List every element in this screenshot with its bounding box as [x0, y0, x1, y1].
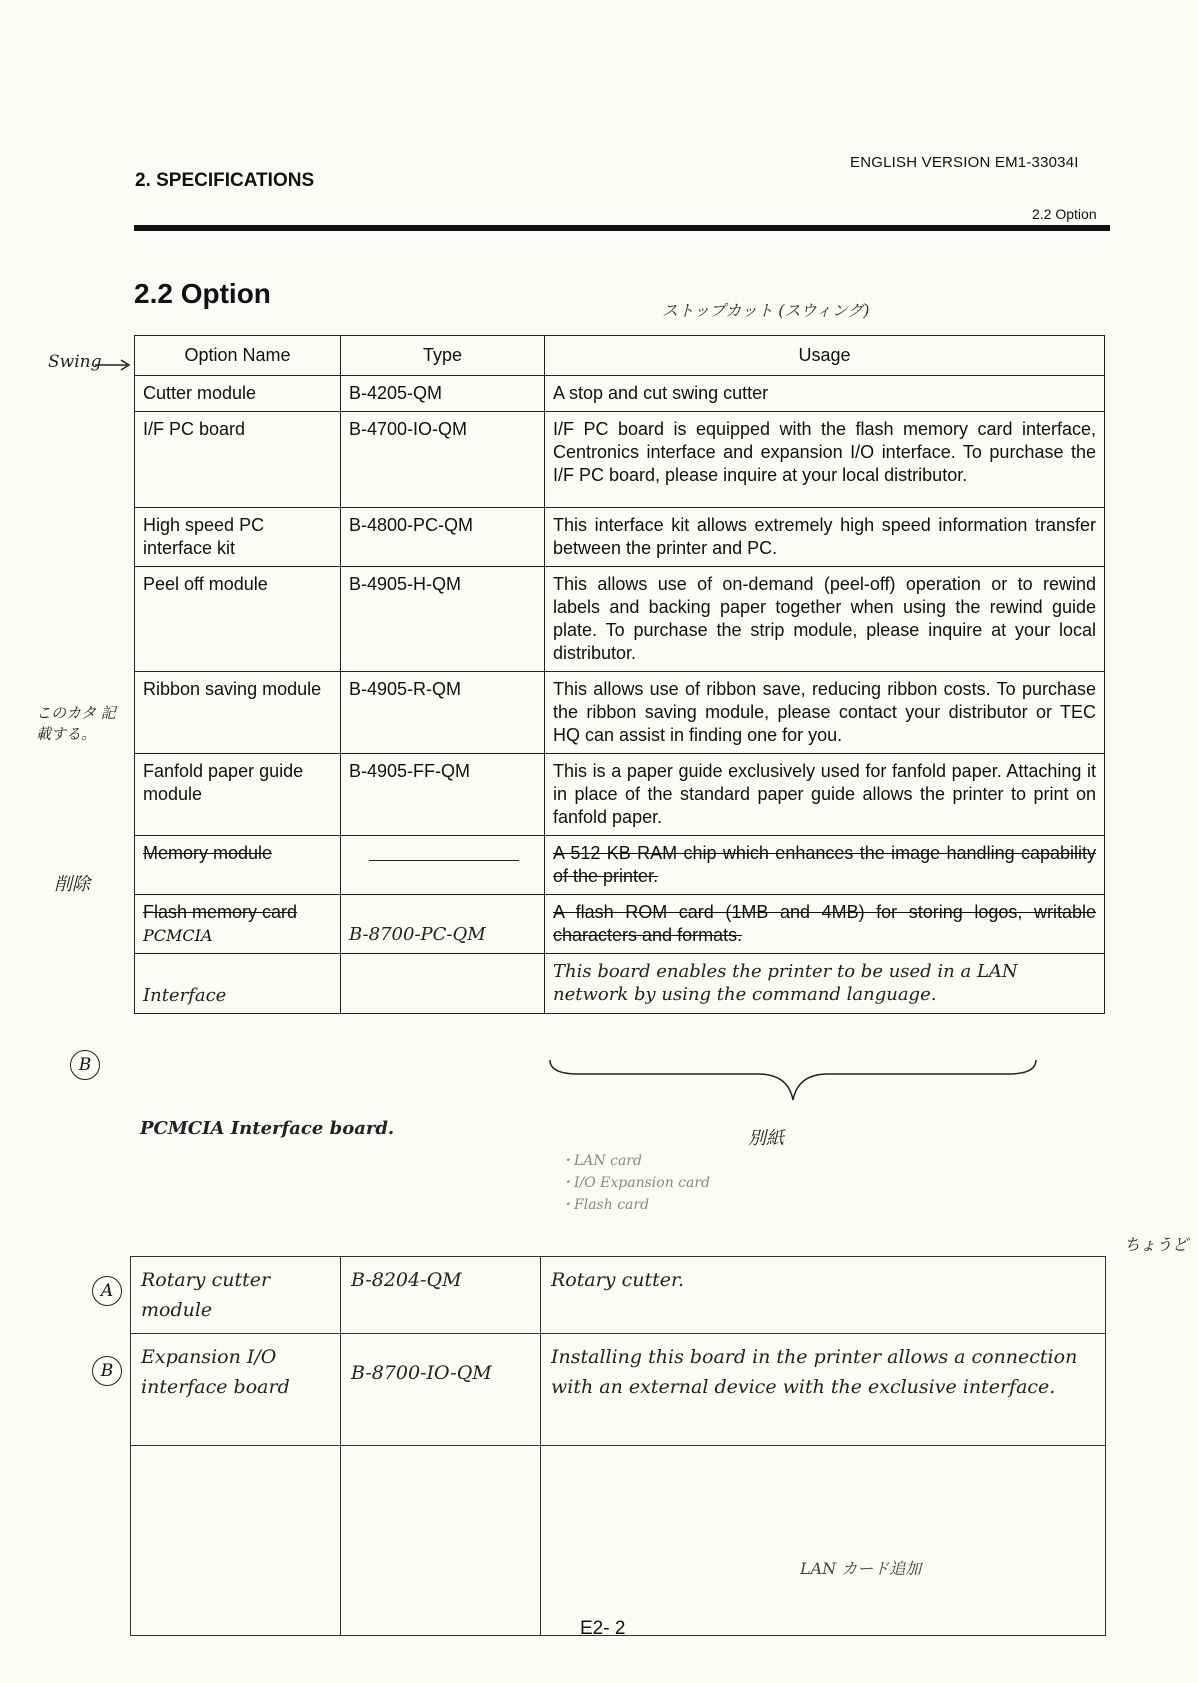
table-row [135, 672, 1105, 754]
addendum-usage: Installing this board in the printer allows a connection with an external device with the exclusive interface. [541, 1334, 1106, 1446]
page-mark-note: ちょうど [1124, 1235, 1189, 1254]
option-type: B-4800-PC-QM [341, 508, 545, 567]
option-name: Flash memory card [143, 902, 298, 922]
option-usage: This board enables the printer to be used in a LAN network by using the command language. [545, 954, 1105, 1014]
option-type: B-4905-FF-QM [341, 754, 545, 836]
arrow-icon [95, 358, 135, 372]
option-type [341, 954, 545, 1014]
option-type: B-8700-PC-QM [341, 895, 545, 954]
table-row [135, 567, 1105, 672]
option-type-blank [341, 836, 545, 895]
option-name: Peel off module [135, 567, 341, 672]
option-usage: I/F PC board is equipped with the flash memory card interface, Centronics interface and expansion I/O interface. To purchase the I/F PC board, please inquire at your local distributor. [545, 412, 1105, 508]
table-row [135, 954, 1105, 1014]
option-usage: This is a paper guide exclusively used for fanfold paper. Attaching it in place of the standard paper guide allows the printer to print on fanfold paper. [545, 754, 1105, 836]
separate-note: 別紙 [748, 1128, 784, 1149]
table-row [131, 1446, 1106, 1636]
option-name: Memory module [135, 836, 341, 895]
addendum-usage: Rotary cutter. [541, 1257, 1106, 1334]
header-option-name: Option Name [135, 336, 341, 376]
bottom-handwritten-note: LAN カード追加 [800, 1559, 922, 1578]
option-type: B-4700-IO-QM [341, 412, 545, 508]
header-section: 2. SPECIFICATIONS [135, 170, 315, 191]
option-usage: This allows use of on-demand (peel-off) operation or to rewind labels and backing paper together when using the rewind guide plate. To purchase the strip module, please inquire at your local distributor. [545, 567, 1105, 672]
page-number: E2- 2 [580, 1618, 626, 1639]
section-title: 2.2 Option [134, 278, 271, 309]
option-name: I/F PC board [135, 412, 341, 508]
option-name: High speed PC interface kit [135, 508, 341, 567]
addendum-type: B-8700-IO-QM [341, 1334, 541, 1446]
addendum-name [131, 1446, 341, 1636]
table-row [135, 836, 1105, 895]
handwritten-category-note: ストップカット (スウィング) [662, 301, 870, 320]
header-type: Type [341, 336, 545, 376]
addendum-name: Expansion I/O interface board [131, 1334, 341, 1446]
table-row [135, 895, 1105, 954]
option-name: Interface [135, 954, 341, 1014]
table-row [135, 754, 1105, 836]
addendum-usage [541, 1446, 1106, 1636]
header-rule [134, 225, 1110, 231]
option-name: Fanfold paper guide module [135, 754, 341, 836]
delete-note: 削除 [54, 874, 90, 895]
blank-line [369, 860, 519, 861]
option-name-cell [135, 895, 341, 954]
marker-a-circle: A [92, 1276, 122, 1306]
option-usage: This interface kit allows extremely high speed information transfer between the printer and PC. [545, 508, 1105, 567]
japanese-left-note: このカタ 記載する。 [36, 704, 116, 743]
header-usage: Usage [545, 336, 1105, 376]
addendum-type [341, 1446, 541, 1636]
option-usage: A flash ROM card (1MB and 4MB) for storing logos, writable characters and formats. [545, 895, 1105, 954]
addendum-name: Rotary cutter module [131, 1257, 341, 1334]
option-type: B-4905-R-QM [341, 672, 545, 754]
brace-icon [548, 1060, 1038, 1120]
option-usage: A stop and cut swing cutter [545, 376, 1105, 412]
table-row [135, 412, 1105, 508]
option-usage: A 512 KB RAM chip which enhances the image handling capability of the printer. [545, 836, 1105, 895]
addendum-type: B-8204-QM [341, 1257, 541, 1334]
option-name: Cutter module [135, 376, 341, 412]
option-usage: This allows use of ribbon save, reducing ribbon costs. To purchase the ribbon saving module, please contact your distributor or TEC HQ can assist in finding one for you. [545, 672, 1105, 754]
pcmcia-note: PCMCIA Interface board. [140, 1118, 395, 1139]
option-name-handwritten: PCMCIA [143, 926, 213, 945]
header-subsection: 2.2 Option [1032, 206, 1097, 222]
table-row [131, 1334, 1106, 1446]
option-table [134, 335, 1105, 1014]
swing-note: Swing [48, 352, 102, 372]
option-name: Ribbon saving module [135, 672, 341, 754]
addendum-table [130, 1256, 1106, 1636]
option-type: B-4205-QM [341, 376, 545, 412]
option-type: B-4905-H-QM [341, 567, 545, 672]
marker-b-circle: B [70, 1050, 100, 1080]
table-row [135, 376, 1105, 412]
japanese-mid-note-1: ・LAN card [560, 1153, 642, 1169]
japanese-mid-note-3: ・Flash card [560, 1197, 650, 1213]
marker-b-circle: B [92, 1356, 122, 1386]
header-version: ENGLISH VERSION EM1-33034I [850, 154, 1079, 171]
japanese-mid-note-2: ・I/O Expansion card [560, 1175, 711, 1191]
table-row [131, 1257, 1106, 1334]
table-row [135, 508, 1105, 567]
table-header-row [135, 336, 1105, 376]
